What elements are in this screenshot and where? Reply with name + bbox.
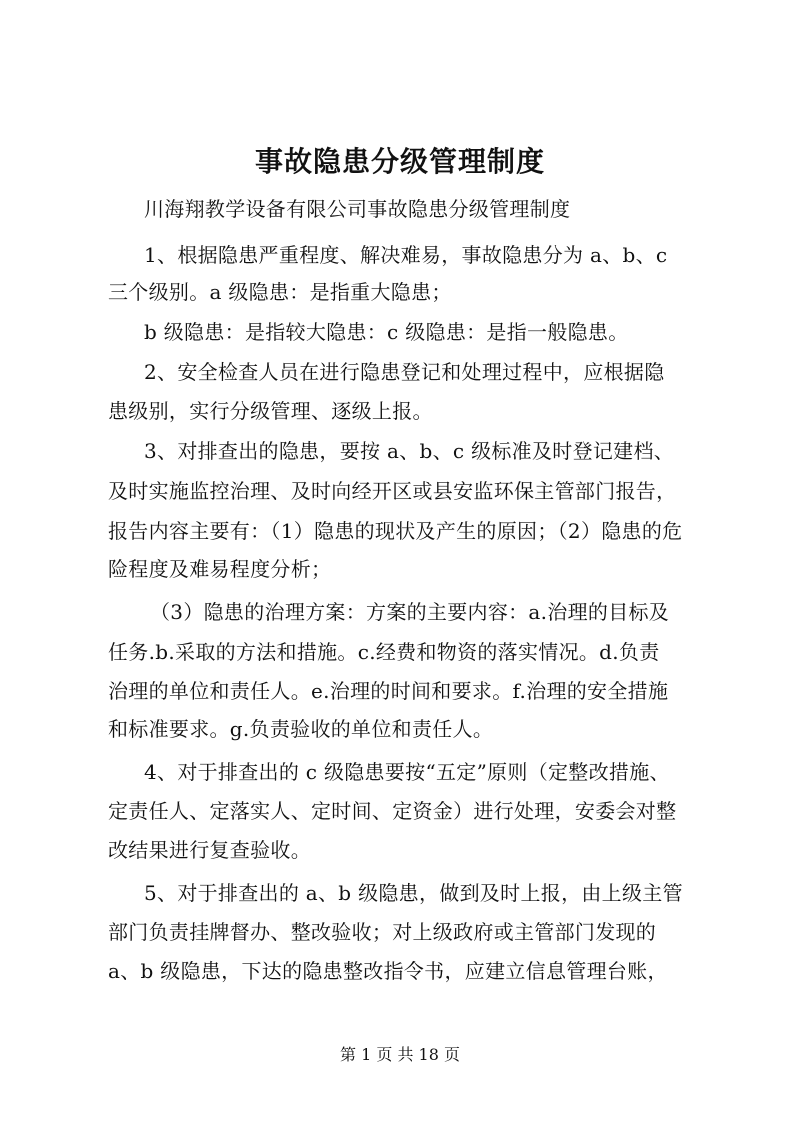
text-line: 部门负责挂牌督办、整改验收；对上级政府或主管部门发现的 — [108, 920, 657, 944]
text-line: 川海翔教学设备有限公司事故隐患分级管理制度 — [144, 197, 571, 221]
text-line: 定责任人、定落实人、定时间、定资金）进行处理，安委会对整 — [108, 799, 677, 823]
text-line: 5、对于排查出的 a、b 级隐患，做到及时上报，由上级主管 — [144, 881, 683, 905]
text-line: a、b 级隐患，下达的隐患整改指令书，应建立信息管理台账， — [108, 959, 668, 983]
text-line: 3、对排查出的隐患，要按 a、b、c 级标准及时登记建档、 — [144, 439, 675, 463]
text-line: 任务.b.采取的方法和措施。c.经费和物资的落实情况。d.负责 — [108, 640, 660, 664]
document-title: 事故隐患分级管理制度 — [254, 145, 545, 178]
text-line: 改结果进行复查验收。 — [108, 838, 311, 862]
text-line: 及时实施监控治理、及时向经开区或县安监环保主管部门报告， — [108, 479, 677, 503]
text-line: 1、根据隐患严重程度、解决难易，事故隐患分为 a、b、c — [144, 243, 668, 267]
text-line: 和标准要求。g.负责验收的单位和责任人。 — [108, 717, 494, 741]
text-line: 治理的单位和责任人。e.治理的时间和要求。f.治理的安全措施 — [108, 679, 669, 703]
text-line: 三个级别。a 级隐患：是指重大隐患； — [108, 280, 452, 304]
page-number: 第 1 页 共 18 页 — [340, 1045, 460, 1064]
text-line: 患级别，实行分级管理、逐级上报。 — [108, 399, 433, 423]
text-line: 险程度及难易程度分析； — [108, 557, 332, 581]
text-line: 2、安全检查人员在进行隐患登记和处理过程中，应根据隐 — [144, 360, 665, 384]
text-line: 4、对于排查出的 c 级隐患要按“五定”原则（定整改措施、 — [144, 760, 670, 784]
text-line: b 级隐患：是指较大隐患：c 级隐患：是指一般隐患。 — [144, 320, 629, 344]
text-line: 报告内容主要有：（1）隐患的现状及产生的原因；（2）隐患的危 — [108, 519, 683, 543]
text-line: （3）隐患的治理方案：方案的主要内容：a.治理的目标及 — [150, 600, 670, 624]
